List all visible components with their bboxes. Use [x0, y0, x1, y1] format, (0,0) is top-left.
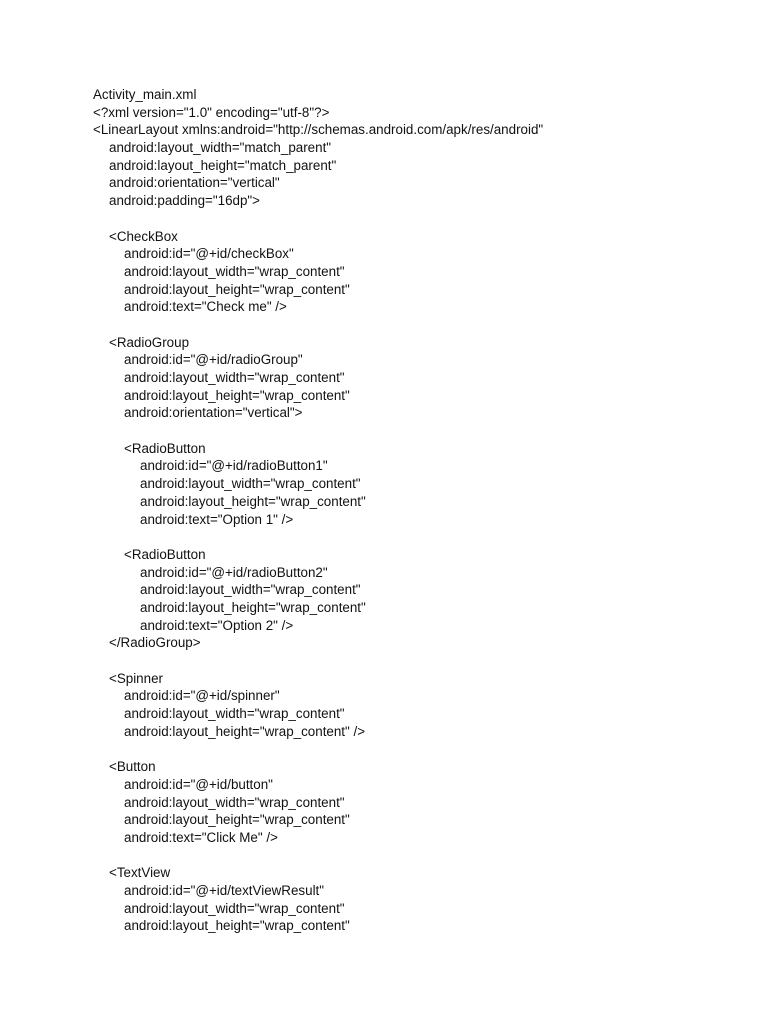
blank-line	[93, 847, 543, 865]
code-line: <?xml version="1.0" encoding="utf-8"?>	[93, 104, 330, 120]
code-line: android:layout_height="wrap_content" />	[124, 723, 366, 739]
code-line: <LinearLayout xmlns:android="http://schemas.android.com/apk/res/android"	[93, 122, 544, 138]
code-line: android:layout_width="wrap_content"	[124, 370, 345, 385]
code-line: android:id="@+id/radioButton1"	[140, 458, 328, 474]
blank-line	[93, 316, 543, 334]
code-line: android:id="@+id/button"	[124, 776, 273, 792]
code-line: android:layout_height="wrap_content"	[124, 387, 350, 403]
code-line: <RadioButton	[124, 546, 206, 562]
code-line: android:text="Click Me" />	[124, 829, 278, 845]
code-line: android:layout_width="match_parent"	[109, 140, 332, 156]
code-line: android:text="Option 1" />	[140, 511, 294, 527]
code-line: android:orientation="vertical">	[124, 405, 303, 421]
code-line: <TextView	[109, 865, 171, 881]
blank-line	[93, 528, 543, 546]
code-line: android:layout_width="wrap_content"	[124, 706, 345, 722]
code-line: <RadioGroup	[109, 334, 190, 350]
code-line: <Spinner	[109, 670, 163, 686]
code-line: android:id="@+id/spinner"	[124, 688, 280, 704]
code-line: android:layout_width="wrap_content"	[124, 263, 345, 279]
code-line: <CheckBox	[109, 228, 178, 244]
code-lines	[93, 104, 543, 935]
code-line: android:layout_width="wrap_content"	[124, 900, 345, 916]
code-line: android:id="@+id/radioGroup"	[124, 352, 303, 368]
blank-line	[93, 740, 543, 758]
code-line: android:layout_height="wrap_content"	[124, 812, 350, 828]
code-line: </RadioGroup>	[109, 635, 201, 651]
document-title: Activity_main.xml	[93, 87, 197, 102]
code-line: android:layout_height="wrap_content"	[140, 599, 366, 615]
code-line: android:orientation="vertical"	[109, 175, 280, 191]
code-line: android:id="@+id/checkBox"	[124, 246, 294, 262]
code-line: <RadioButton	[124, 440, 206, 456]
code-line: <Button	[109, 759, 156, 775]
code-line: android:layout_height="wrap_content"	[140, 493, 366, 509]
code-line: android:layout_height="wrap_content"	[124, 918, 350, 934]
code-line: android:text="Option 2" />	[140, 617, 294, 633]
code-line: android:layout_height="wrap_content"	[124, 281, 350, 297]
code-line: android:layout_width="wrap_content"	[124, 794, 345, 810]
code-line: android:layout_width="wrap_content"	[140, 582, 361, 598]
code-line: android:id="@+id/radioButton2"	[140, 564, 328, 580]
blank-line	[93, 652, 543, 670]
blank-line	[93, 422, 543, 440]
code-line: android:text="Check me" />	[124, 299, 287, 315]
code-line: android:padding="16dp">	[109, 193, 260, 209]
xml-listing	[93, 86, 543, 935]
code-line: android:layout_height="match_parent"	[109, 157, 337, 173]
code-line: android:layout_width="wrap_content"	[140, 476, 361, 492]
code-line: android:id="@+id/textViewResult"	[124, 882, 325, 898]
blank-line	[93, 210, 543, 228]
